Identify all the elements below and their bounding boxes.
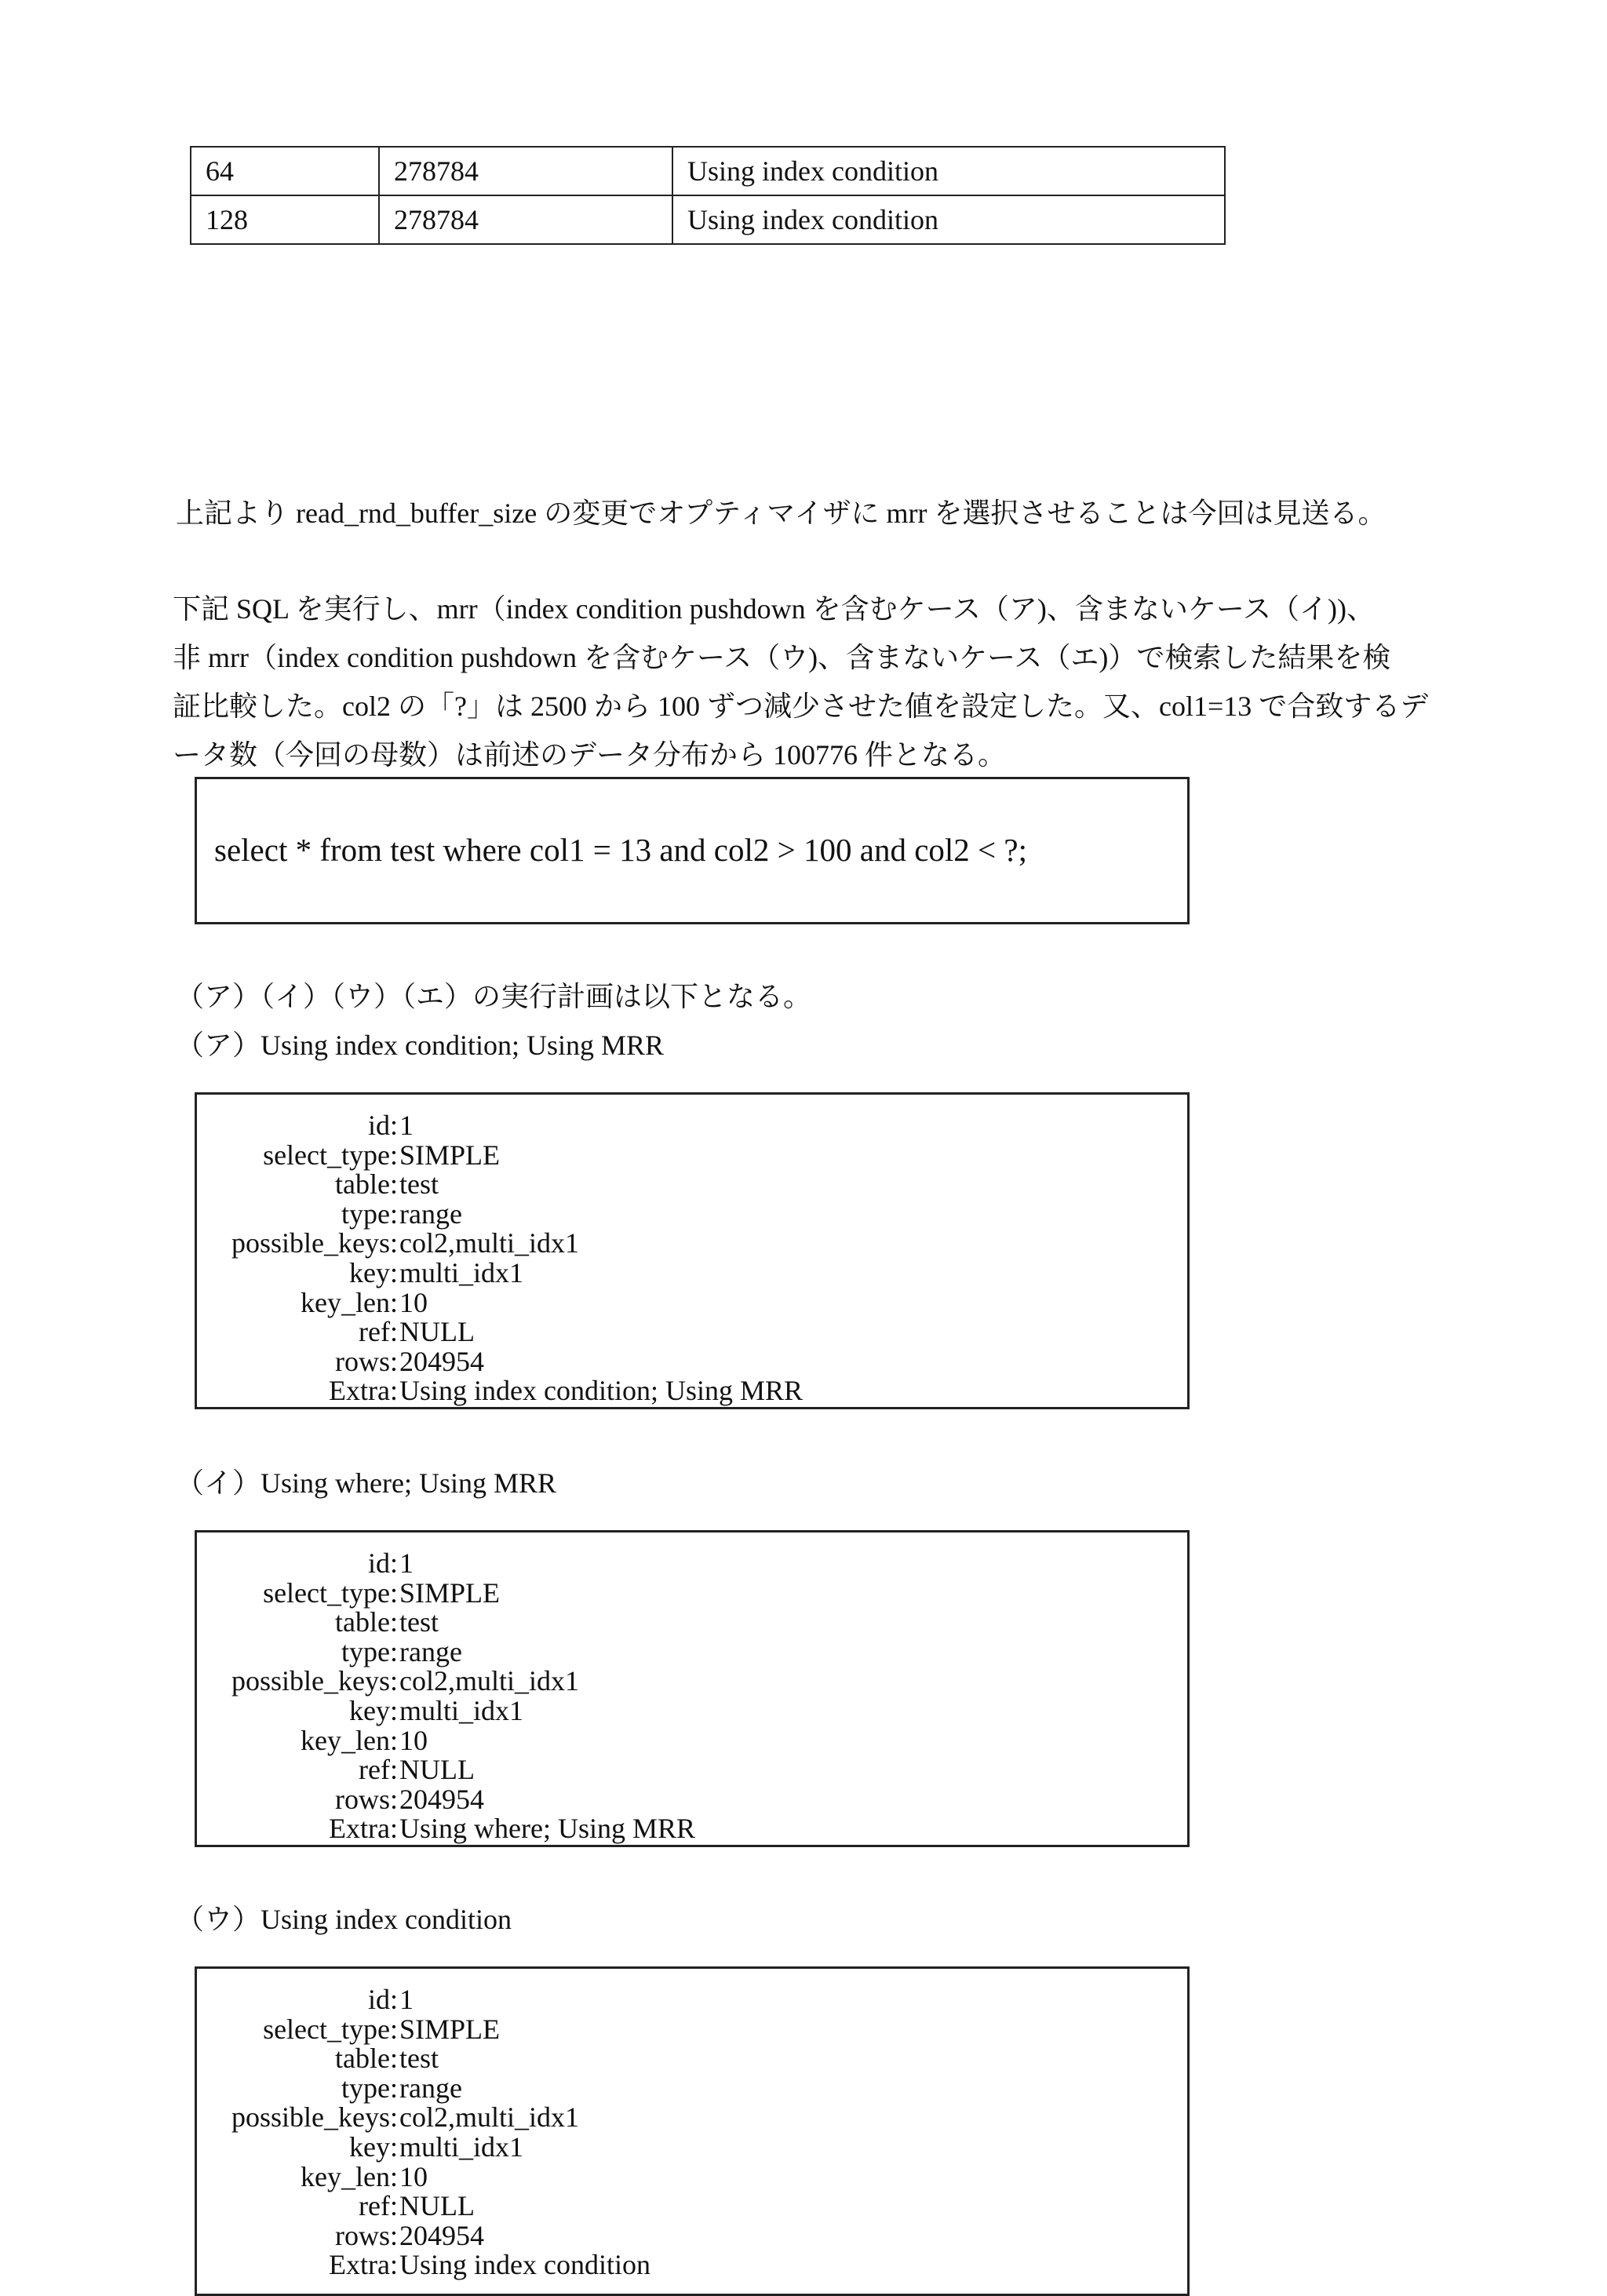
plan-field-key: ref: — [359, 1754, 398, 1786]
plan-box-c — [195, 1966, 1190, 2296]
plan-field-key: possible_keys: — [231, 1227, 398, 1259]
plan-field-key: rows: — [335, 2219, 398, 2251]
plan-field-value: col2,multi_idx1 — [399, 2101, 579, 2134]
plan-field-key: Extra: — [329, 1813, 398, 1845]
plan-field-value: Using index condition; Using MRR — [399, 1375, 804, 1407]
plan-field-value: SIMPLE — [399, 1139, 501, 1171]
plan-field-key: rows: — [335, 1345, 398, 1377]
description-line: ータ数（今回の母数）は前述のデータ分布から 100776 件となる。 — [173, 739, 1007, 771]
plan-field-value: 204954 — [399, 2219, 484, 2251]
plan-field-key: table: — [335, 1168, 398, 1201]
plan-field-value: NULL — [399, 2190, 475, 2222]
plan-field-key: key_len: — [301, 1286, 398, 1318]
table-cell: Using index condition — [672, 147, 1225, 195]
plan-field-value: col2,multi_idx1 — [399, 1227, 579, 1259]
plan-heading-b: （イ）Using where; Using MRR — [176, 1467, 556, 1499]
description-line: 証比較した。col2 の「?」は 2500 から 100 ずつ減少させた値を設定した。又、col1=13 で合致するデ — [173, 691, 1429, 722]
plan-field-key: possible_keys: — [231, 1665, 398, 1697]
plan-field-value: test — [399, 1168, 439, 1201]
description-line: 非 mrr（index condition pushdown を含むケース（ウ)、含まないケース（エ)）で検索した結果を検 — [173, 642, 1391, 673]
plan-field-value: 204954 — [399, 1345, 484, 1377]
plan-field-value: 1 — [399, 1984, 414, 2015]
plan-field-value: test — [399, 2043, 439, 2075]
description-line: 下記 SQL を実行し、mrr（index condition pushdown を含むケース（ア)、含まないケース（イ))、 — [173, 593, 1375, 625]
plan-field-key: id: — [367, 1547, 398, 1579]
plan-box-b — [195, 1530, 1190, 1847]
table-cell: Using index condition — [672, 195, 1225, 244]
plan-heading-c: （ウ）Using index condition — [176, 1904, 512, 1935]
table-cell: 128 — [191, 195, 379, 244]
plan-field-value: SIMPLE — [399, 2013, 501, 2045]
plan-field-key: key: — [349, 2131, 398, 2163]
plan-field-value: multi_idx1 — [399, 2131, 524, 2163]
plan-field-value: 10 — [399, 1724, 428, 1756]
plan-field-key: key: — [349, 1257, 398, 1288]
plan-field-key: rows: — [335, 1783, 398, 1815]
plan-intro: （ア）（イ）（ウ）（エ）の実行計画は以下となる。 — [176, 981, 812, 1012]
results-table-body — [191, 147, 1225, 244]
plan-field-value: range — [399, 2072, 462, 2104]
plan-field-key: Extra: — [329, 2249, 398, 2281]
plan-field-value: 204954 — [399, 1783, 484, 1815]
plan-field-key: table: — [335, 2043, 398, 2075]
plan-field-value: test — [399, 1606, 439, 1638]
plan-field-key: type: — [341, 1197, 398, 1230]
plan-field-value: 10 — [399, 1286, 428, 1318]
table-cell: 64 — [191, 147, 379, 195]
plan-field-value: Using where; Using MRR — [399, 1813, 695, 1845]
plan-field-key: type: — [341, 2072, 398, 2104]
sql-box — [195, 777, 1190, 924]
conclusion-paragraph: 上記より read_rnd_buffer_size の変更でオプティマイザに mrr を選択させることは今回は見送る。 — [176, 497, 1387, 529]
plan-field-value: col2,multi_idx1 — [399, 1665, 579, 1697]
plan-field-key: ref: — [359, 2190, 398, 2222]
plan-field-value: NULL — [399, 1316, 475, 1348]
plan-field-value: 10 — [399, 2160, 428, 2192]
plan-field-key: id: — [367, 1110, 398, 1141]
plan-field-value: SIMPLE — [399, 1576, 501, 1609]
plan-field-value: multi_idx1 — [399, 1257, 524, 1288]
plan-field-key: id: — [367, 1984, 398, 2015]
plan-field-key: select_type: — [263, 1576, 398, 1609]
sql-statement: select * from test where col1 = 13 and col2 > 100 and col2 < ?; — [214, 832, 1027, 868]
plan-field-value: range — [399, 1197, 462, 1230]
table-cell: 278784 — [379, 195, 672, 244]
plan-field-key: select_type: — [263, 2013, 398, 2045]
plan-field-key: Extra: — [329, 1375, 398, 1407]
plan-field-key: key_len: — [301, 1724, 398, 1756]
plan-field-value: 1 — [399, 1110, 414, 1141]
plan-field-value: multi_idx1 — [399, 1695, 524, 1726]
results-table — [190, 146, 1226, 245]
table-cell: 278784 — [379, 147, 672, 195]
table-row — [191, 195, 1225, 244]
plan-field-value: range — [399, 1635, 462, 1667]
plan-field-key: key: — [349, 1695, 398, 1726]
table-row — [191, 147, 1225, 195]
plan-field-value: NULL — [399, 1754, 475, 1786]
plan-field-value: Using index condition — [399, 2249, 650, 2281]
plan-field-key: ref: — [359, 1316, 398, 1348]
plan-heading-a: （ア）Using index condition; Using MRR — [176, 1030, 665, 1061]
plan-box-a — [195, 1092, 1190, 1409]
plan-field-key: select_type: — [263, 1139, 398, 1171]
plan-field-value: 1 — [399, 1547, 414, 1579]
plan-field-key: table: — [335, 1606, 398, 1638]
plan-field-key: possible_keys: — [231, 2101, 398, 2134]
plan-field-key: type: — [341, 1635, 398, 1667]
plan-field-key: key_len: — [301, 2160, 398, 2192]
